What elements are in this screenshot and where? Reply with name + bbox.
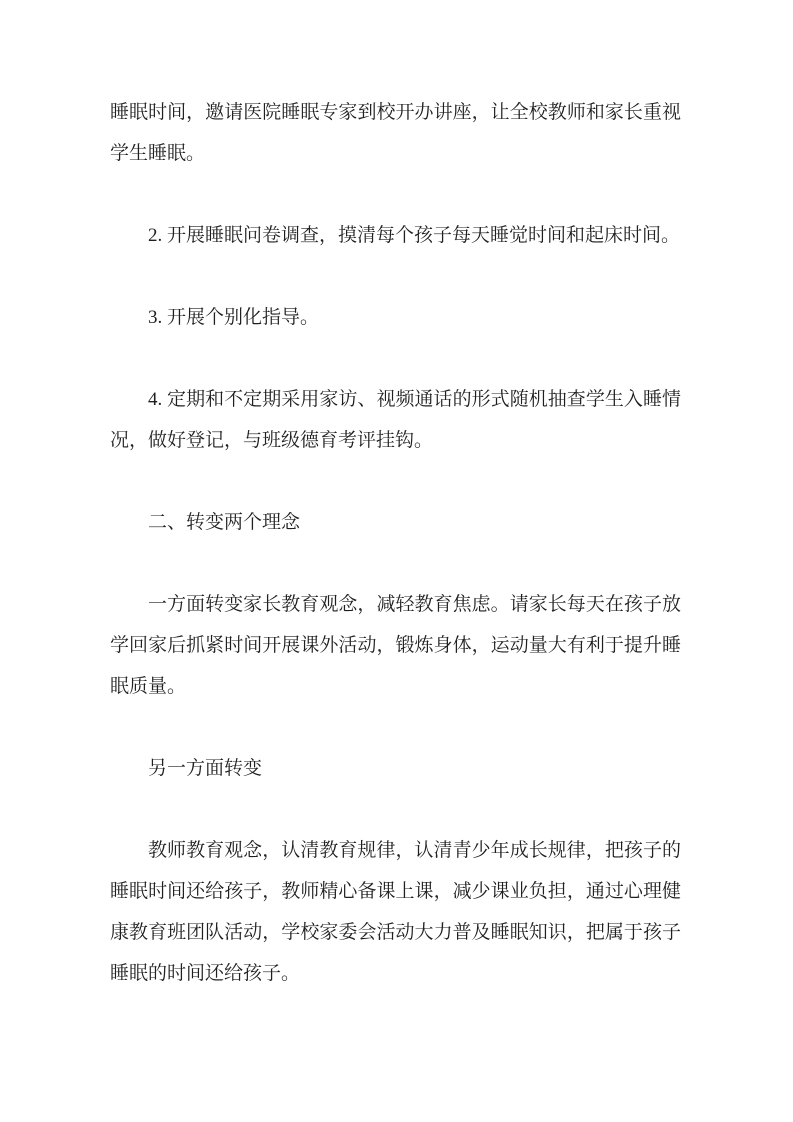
section-heading-two: 二、转变两个理念 [148, 512, 301, 533]
paragraph-continuation: 睡眠时间，邀请医院睡眠专家到校开办讲座，让全校教师和家长重视学生睡眠。 [110, 102, 681, 164]
paragraph-parents-concept: 一方面转变家长教育观念，减轻教育焦虑。请家长每天在孩子放学回家后抓紧时间开展课外活动，锻炼身体，运动量大有利于提升睡眠质量。 [110, 594, 681, 697]
numbered-item-4: 4. 定期和不定期采用家访、视频通话的形式随机抽查学生入睡情况，做好登记，与班级德育考评挂钩。 [110, 389, 681, 451]
numbered-item-2: 2. 开展睡眠问卷调查，摸清每个孩子每天睡觉时间和起床时间。 [148, 225, 681, 246]
paragraph-teachers-concept: 教师教育观念，认清教育规律，认清青少年成长规律，把孩子的睡眠时间还给孩子，教师精心备课上课，减少课业负担，通过心理健康教育班团队活动，学校家委会活动大力普及睡眠知识，把属于孩子睡眠的时间还给孩子。 [110, 840, 681, 984]
paragraph-other-aspect: 另一方面转变 [148, 758, 263, 779]
numbered-item-3: 3. 开展个别化指导。 [148, 307, 320, 328]
document-text-area [110, 92, 681, 994]
